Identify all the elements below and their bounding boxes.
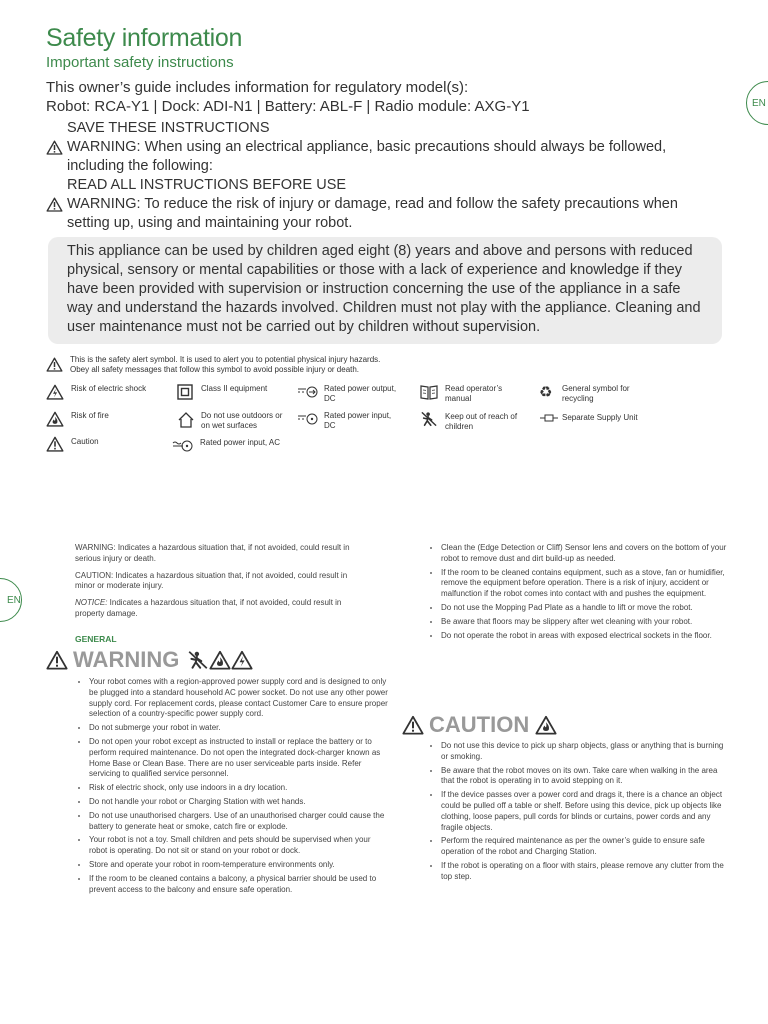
symbol-label: Do not use outdoors or on wet surfaces <box>201 411 283 430</box>
safety-alert-icon <box>46 357 63 372</box>
warning-triangle-icon <box>46 650 68 670</box>
warning-electrical-text: WARNING: When using an electrical appliance, basic precautions should always be followed, including the following: <box>67 139 667 174</box>
dc-output-icon <box>297 384 319 400</box>
list-item: • Be aware that the robot moves on its own. Take care when walking in the area that the robot is operating in to avoid stepping on it. <box>441 766 732 788</box>
definition-caution: CAUTION: Indicates a hazardous situation that, if not avoided, could result in minor or moderate injury. <box>75 570 348 591</box>
symbol-label: Separate Supply Unit <box>562 413 638 422</box>
fire-icon <box>209 650 231 670</box>
warning-triangle-icon <box>46 140 63 155</box>
caution-heading <box>402 711 557 739</box>
dc-input-icon <box>297 411 319 427</box>
class-ii-icon <box>177 384 193 400</box>
symbol-label: Caution <box>71 437 99 446</box>
symbol-label: Keep out of reach of children <box>445 412 518 431</box>
instructions-block <box>46 119 706 233</box>
regulatory-intro <box>46 78 686 116</box>
hazard-definitions <box>75 543 360 626</box>
notice-label: NOTICE: <box>75 598 108 608</box>
page-subtitle: Important safety instructions <box>46 54 234 71</box>
warning-heading <box>46 646 253 674</box>
symbol-label: Risk of fire <box>71 411 109 420</box>
caution-triangle-icon <box>402 715 424 735</box>
list-item: • Be aware that floors may be slippery after wet cleaning with your robot. <box>441 617 732 628</box>
list-item: • Do not operate the robot in areas with exposed electrical sockets in the floor. <box>441 631 732 642</box>
electric-shock-icon <box>231 650 253 670</box>
list-item: • If the room to be cleaned contains equipment, such as a stove, fan or humidifier, remove the equipment before operation. There is a risk of injury, accident or malfunction if the robot comes into contact with and pushes the equipment. <box>441 568 732 600</box>
safety-alert-line-1: This is the safety alert symbol. It is used to alert you to potential physical injury hazards. <box>70 355 381 364</box>
warning-list <box>75 677 390 898</box>
warning-heading-text: WARNING <box>73 647 180 672</box>
caution-list <box>427 741 732 886</box>
language-tab-en[interactable]: EN <box>0 578 22 622</box>
children-notice-box: This appliance can be used by children aged eight (8) years and above and persons with reduced physical, sensory or mental capabilities or those with a lack of experience and knowledge if they have been provided with supervision or instruction concerning the use of the appliance in a safe way and understand the hazards involved. Children must not play with the appliance. Cleaning and user maintenance must not be carried out by children without supervision. <box>48 237 722 344</box>
general-list-right <box>427 543 732 644</box>
keep-away-children-icon <box>187 650 209 670</box>
warning-injury-text: WARNING: To reduce the risk of injury or damage, read and follow the safety precautions when setting up, using and maintaining your robot. <box>67 196 678 231</box>
list-item: • Do not handle your robot or Charging Station with wet hands. <box>89 797 390 808</box>
symbol-label: Rated power output, DC <box>324 384 397 403</box>
general-label: GENERAL <box>75 634 117 644</box>
read-all-instructions: READ ALL INSTRUCTIONS BEFORE USE <box>67 177 347 193</box>
book-icon <box>420 384 438 400</box>
intro-line-2: Robot: RCA-Y1 | Dock: ADI-N1 | Battery: ABL-F | Radio module: AXG-Y1 <box>46 98 530 115</box>
list-item: • Store and operate your robot in room-temperature environments only. <box>89 860 390 871</box>
list-item: • If the robot is operating on a floor with stairs, please remove any clutter from the top step. <box>441 861 732 883</box>
save-instructions: SAVE THESE INSTRUCTIONS <box>67 120 270 136</box>
caution-icon <box>46 436 64 452</box>
definition-warning: WARNING: Indicates a hazardous situation that, if not avoided, could result in serious injury or death. <box>75 543 350 563</box>
symbol-label: Rated power input, AC <box>200 438 281 447</box>
intro-line-1: This owner’s guide includes information for regulatory model(s): <box>46 79 469 96</box>
fire-icon <box>535 715 557 735</box>
symbol-label: General symbol for recycling <box>562 384 630 403</box>
list-item: • Your robot comes with a region-approved power supply cord and is designed to only be plugged into a standard household AC power socket. Do not use any other power supply cord. For replacement cords, please contact Customer Care to ensure proper selection of a country-specific power supply cord. <box>89 677 390 720</box>
separate-supply-unit-icon <box>539 413 559 423</box>
list-item: • If the device passes over a power cord and drags it, there is a chance an object could be pulled off a table or shelf. Before using this device, pick up objects like clothing, loose papers, pull cords for blinds or curtains, power cords and any fragile objects. <box>441 790 732 833</box>
symbol-label: Rated power input, DC <box>324 411 392 430</box>
list-item: • Do not submerge your robot in water. <box>89 723 390 734</box>
definition-notice <box>75 598 360 620</box>
house-icon <box>177 411 195 429</box>
list-item: • If the room to be cleaned contains a balcony, a physical barrier should be used to prevent access to the balcony and ensure safe operation. <box>89 874 390 896</box>
ac-input-icon <box>172 437 194 453</box>
symbol-label: Risk of electric shock <box>71 384 147 393</box>
list-item: • Do not open your robot except as instructed to install or replace the battery or to perform required maintenance. Do not open the integrated dock-charger known as Home Base or Clean Base. There are no user serviceable parts inside. Refer servicing to qualified service personnel. <box>89 737 390 780</box>
notice-text: Indicates a hazardous situation that, if not avoided, could result in property damage. <box>75 598 342 618</box>
caution-heading-text: CAUTION <box>429 712 530 737</box>
safety-alert-legend <box>46 355 470 375</box>
page-title: Safety information <box>46 24 243 52</box>
warning-electrical <box>46 138 706 176</box>
list-item: • Do not use the Mopping Pad Plate as a handle to lift or move the robot. <box>441 603 732 614</box>
list-item: • Do not use this device to pick up sharp objects, glass or anything that is burning or smoking. <box>441 741 732 763</box>
list-item: • Clean the (Edge Detection or Cliff) Sensor lens and covers on the bottom of your robot to remove dust and dirt build-up as needed. <box>441 543 732 565</box>
language-tab-en[interactable]: EN <box>746 81 768 125</box>
fire-icon <box>46 411 64 427</box>
list-item: • Risk of electric shock, only use indoors in a dry location. <box>89 783 390 794</box>
warning-injury <box>46 195 706 233</box>
symbol-label: Read operator’s manual <box>445 384 503 403</box>
symbol-label: Class II equipment <box>201 384 268 393</box>
list-item: • Do not use unauthorised chargers. Use of an unauthorised charger could cause the battery to generate heat or smoke, catch fire or explode. <box>89 811 390 833</box>
electric-shock-icon <box>46 384 64 400</box>
recycling-icon: ♻ <box>539 383 553 401</box>
warning-triangle-icon <box>46 197 63 212</box>
list-item: • Your robot is not a toy. Small children and pets should be supervised when your robot is operating. Do not sit or stand on your robot or dock. <box>89 835 390 857</box>
keep-away-children-icon <box>420 411 438 427</box>
safety-alert-line-2: Obey all safety messages that follow this symbol to avoid possible injury or death. <box>70 365 360 374</box>
list-item: • Perform the required maintenance as per the owner’s guide to ensure safe operation of the robot and Charging Station. <box>441 836 732 858</box>
